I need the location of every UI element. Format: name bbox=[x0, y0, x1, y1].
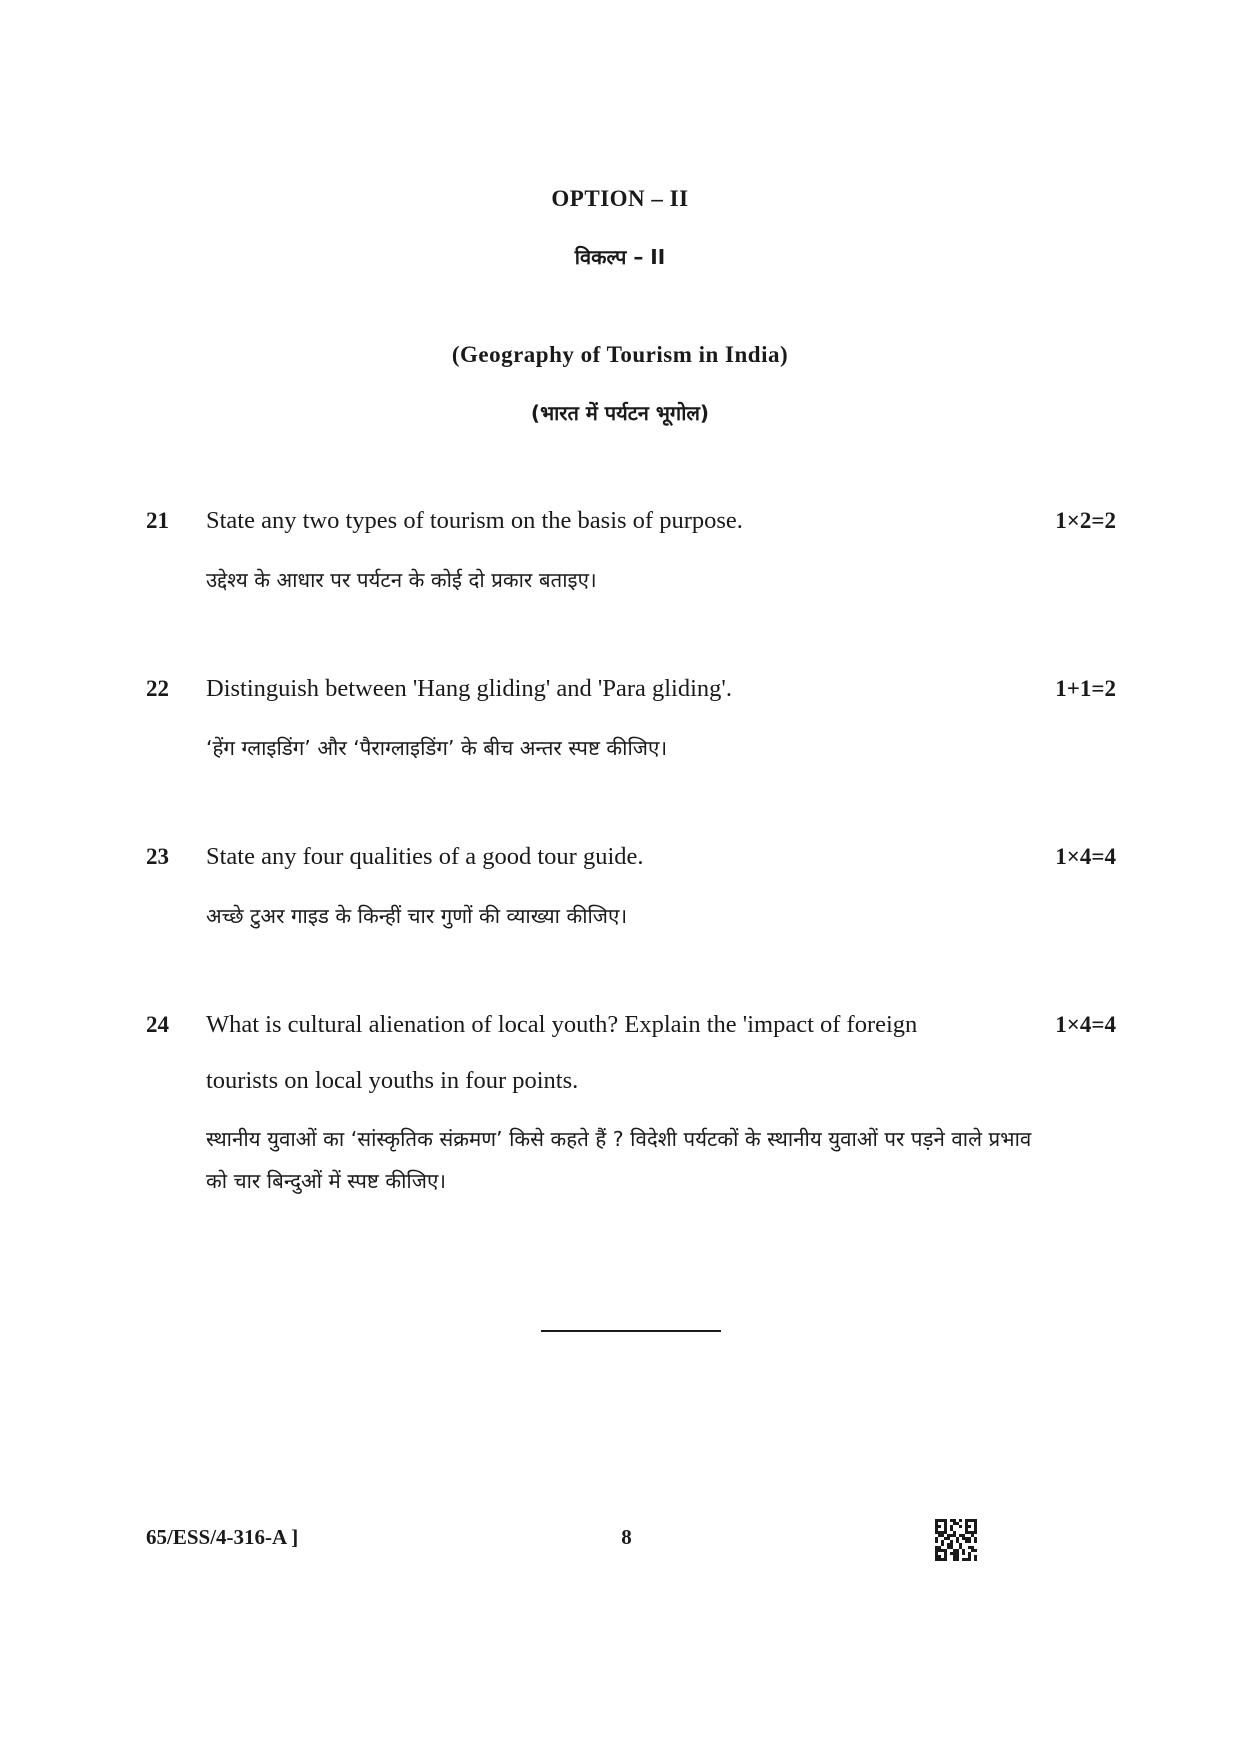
question-number: 24 bbox=[146, 1012, 169, 1037]
question-marks: 1+1=2 bbox=[1055, 676, 1116, 701]
question-marks: 1×4=4 bbox=[1055, 1012, 1116, 1037]
option-title-hindi: विकल्प – II bbox=[574, 245, 666, 269]
question-text-english: Distinguish between 'Hang gliding' and 'Para gliding'. bbox=[206, 675, 732, 702]
question-text-hindi: ‘हेंग ग्लाइडिंग’ और ‘पैराग्लाइडिंग’ के बीच अन्तर स्पष्ट कीजिए। bbox=[206, 736, 668, 760]
qr-code-icon bbox=[935, 1519, 977, 1561]
question-number: 21 bbox=[146, 508, 169, 533]
question-text-hindi: स्थानीय युवाओं का ‘सांस्कृतिक संक्रमण’ किसे कहते हैं ? विदेशी पर्यटकों के स्थानीय युवाओं पर पड़ने वाले प्रभाव को चार बिन्दुओं में स्पष्ट कीजिए। bbox=[206, 1127, 1032, 1193]
question-marks: 1×4=4 bbox=[1055, 844, 1116, 869]
subject-title: (Geography of Tourism in India) bbox=[451, 342, 789, 367]
subject-title-hindi: (भारत में पर्यटन भूगोल) bbox=[530, 401, 710, 425]
paper-code: 65/ESS/4-316-A ] bbox=[146, 1525, 299, 1549]
option-title: OPTION – II bbox=[551, 186, 689, 211]
question-text-hindi: अच्छे टुअर गाइड के किन्हीं चार गुणों की व्याख्या कीजिए। bbox=[206, 904, 628, 928]
question-number: 22 bbox=[146, 676, 169, 701]
question-text-english: State any two types of tourism on the basis of purpose. bbox=[206, 507, 743, 534]
page-number: 8 bbox=[621, 1525, 632, 1549]
end-rule bbox=[541, 1330, 721, 1332]
question-text-hindi: उद्देश्य के आधार पर पर्यटन के कोई दो प्रकार बताइए। bbox=[206, 568, 597, 592]
question-marks: 1×2=2 bbox=[1055, 508, 1116, 533]
question-text-english: State any four qualities of a good tour guide. bbox=[206, 843, 644, 870]
question-text-english: What is cultural alienation of local youth? Explain the 'impact of foreign tourists on local youths in four points. bbox=[206, 1011, 918, 1094]
question-number: 23 bbox=[146, 844, 169, 869]
